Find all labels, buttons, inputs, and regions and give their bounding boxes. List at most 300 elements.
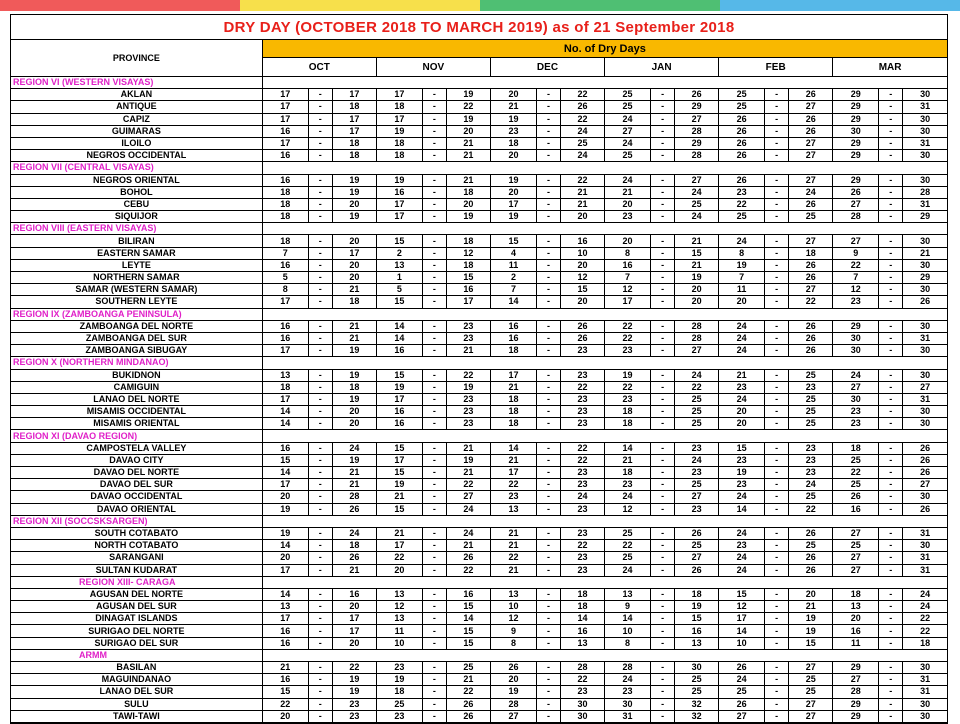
mar-max-value: 31 [903,686,947,698]
range-separator: - [536,332,560,344]
table-row [11,247,947,259]
range-separator: - [879,564,903,576]
dec-max-value: 23 [561,564,605,576]
range-separator: - [765,552,789,564]
nov-max-value: 18 [446,235,490,247]
range-separator: - [536,284,560,296]
feb-min-value: 20 [719,296,765,308]
oct-min-value: 5 [262,272,308,284]
nov-max-value: 22 [446,101,490,113]
feb-min-value: 25 [719,101,765,113]
mar-min-value: 29 [833,101,879,113]
mar-max-value: 31 [903,527,947,539]
feb-max-value: 26 [789,320,833,332]
feb-min-value: 8 [719,247,765,259]
dec-min-value: 8 [490,637,536,649]
range-separator: - [651,686,675,698]
table-row [11,552,947,564]
nov-min-value: 16 [376,418,422,430]
range-separator: - [308,137,332,149]
jan-max-value: 32 [675,698,719,710]
jan-max-value: 19 [675,272,719,284]
dec-min-value: 19 [490,686,536,698]
jan-max-value: 26 [675,564,719,576]
nov-min-value: 17 [376,211,422,223]
mar-max-value: 26 [903,296,947,308]
feb-max-value: 25 [789,369,833,381]
month-header-nov: NOV [376,58,490,77]
range-separator: - [651,710,675,722]
feb-max-value: 27 [789,698,833,710]
region-row [11,223,947,235]
range-separator: - [536,588,560,600]
mar-min-value: 22 [833,259,879,271]
feb-min-value: 7 [719,272,765,284]
range-separator: - [422,125,446,137]
region-row-fill [262,308,947,320]
region-row [11,576,947,588]
range-separator: - [422,710,446,722]
range-separator: - [422,211,446,223]
dec-max-value: 20 [561,259,605,271]
range-separator: - [765,320,789,332]
feb-max-value: 19 [789,625,833,637]
feb-min-value: 23 [719,454,765,466]
mar-max-value: 30 [903,113,947,125]
jan-min-value: 12 [605,284,651,296]
table-row [11,613,947,625]
feb-max-value: 26 [789,89,833,101]
province-name: BOHOL [11,186,262,198]
range-separator: - [651,259,675,271]
jan-max-value: 26 [675,527,719,539]
jan-min-value: 25 [605,527,651,539]
table-row [11,296,947,308]
range-separator: - [422,393,446,405]
range-separator: - [308,564,332,576]
region-name: REGION VII (CENTRAL VISAYAS) [11,162,262,174]
nov-max-value: 18 [446,186,490,198]
table-row [11,186,947,198]
jan-min-value: 31 [605,710,651,722]
oct-max-value: 17 [332,125,376,137]
feb-max-value: 26 [789,564,833,576]
mar-max-value: 30 [903,125,947,137]
range-separator: - [308,527,332,539]
nov-min-value: 16 [376,186,422,198]
range-separator: - [422,674,446,686]
range-separator: - [308,235,332,247]
province-name: NEGROS OCCIDENTAL [11,150,262,162]
dec-min-value: 18 [490,406,536,418]
oct-min-value: 14 [262,406,308,418]
nov-max-value: 15 [446,601,490,613]
jan-min-value: 24 [605,564,651,576]
feb-max-value: 27 [789,101,833,113]
feb-min-value: 11 [719,284,765,296]
range-separator: - [765,710,789,722]
range-separator: - [651,564,675,576]
region-row-fill [262,576,947,588]
province-name: BILIRAN [11,235,262,247]
nov-max-value: 19 [446,211,490,223]
table-row [11,320,947,332]
jan-min-value: 23 [605,345,651,357]
range-separator: - [651,418,675,430]
jan-min-value: 14 [605,613,651,625]
feb-min-value: 23 [719,186,765,198]
dec-max-value: 23 [561,345,605,357]
mar-max-value: 30 [903,540,947,552]
feb-min-value: 26 [719,137,765,149]
range-separator: - [422,381,446,393]
jan-min-value: 17 [605,296,651,308]
region-row [11,357,947,369]
nov-max-value: 20 [446,125,490,137]
oct-min-value: 17 [262,89,308,101]
range-separator: - [308,150,332,162]
mar-min-value: 20 [833,613,879,625]
range-separator: - [536,198,560,210]
dec-max-value: 23 [561,552,605,564]
range-separator: - [536,467,560,479]
range-separator: - [651,369,675,381]
range-separator: - [536,320,560,332]
jan-max-value: 21 [675,259,719,271]
jan-max-value: 24 [675,186,719,198]
jan-min-value: 24 [605,491,651,503]
range-separator: - [308,89,332,101]
mar-min-value: 30 [833,393,879,405]
oct-max-value: 18 [332,137,376,149]
oct-min-value: 17 [262,393,308,405]
range-separator: - [765,259,789,271]
mar-max-value: 30 [903,662,947,674]
region-name: REGION XIII- CARAGA [11,576,262,588]
range-separator: - [422,564,446,576]
feb-max-value: 26 [789,198,833,210]
jan-max-value: 23 [675,442,719,454]
range-separator: - [422,272,446,284]
feb-min-value: 24 [719,235,765,247]
dec-max-value: 30 [561,698,605,710]
mar-min-value: 23 [833,418,879,430]
range-separator: - [651,332,675,344]
mar-min-value: 29 [833,320,879,332]
mar-max-value: 30 [903,710,947,722]
feb-max-value: 23 [789,454,833,466]
range-separator: - [651,272,675,284]
range-separator: - [308,211,332,223]
oct-min-value: 22 [262,698,308,710]
nov-max-value: 21 [446,442,490,454]
oct-min-value: 16 [262,320,308,332]
feb-min-value: 21 [719,369,765,381]
nov-min-value: 23 [376,710,422,722]
mar-min-value: 23 [833,406,879,418]
jan-min-value: 25 [605,552,651,564]
oct-min-value: 17 [262,564,308,576]
mar-min-value: 30 [833,345,879,357]
range-separator: - [879,125,903,137]
range-separator: - [422,503,446,515]
range-separator: - [765,442,789,454]
nov-max-value: 22 [446,686,490,698]
table-row [11,442,947,454]
oct-max-value: 20 [332,418,376,430]
region-name: REGION IX (ZAMBOANGA PENINSULA) [11,308,262,320]
range-separator: - [651,186,675,198]
range-separator: - [765,284,789,296]
range-separator: - [308,588,332,600]
dec-min-value: 14 [490,296,536,308]
oct-max-value: 21 [332,564,376,576]
range-separator: - [308,101,332,113]
dec-max-value: 22 [561,540,605,552]
range-separator: - [536,503,560,515]
mar-max-value: 31 [903,564,947,576]
mar-max-value: 30 [903,698,947,710]
range-separator: - [879,332,903,344]
jan-min-value: 20 [605,235,651,247]
mar-min-value: 29 [833,698,879,710]
jan-max-value: 25 [675,418,719,430]
dec-max-value: 23 [561,503,605,515]
range-separator: - [422,418,446,430]
range-separator: - [308,247,332,259]
feb-max-value: 15 [789,637,833,649]
oct-max-value: 19 [332,369,376,381]
oct-max-value: 19 [332,345,376,357]
mar-max-value: 30 [903,89,947,101]
range-separator: - [422,637,446,649]
oct-min-value: 16 [262,259,308,271]
jan-min-value: 21 [605,186,651,198]
jan-max-value: 25 [675,198,719,210]
province-name: NORTHERN SAMAR [11,272,262,284]
mar-min-value: 27 [833,381,879,393]
province-name: MAGUINDANAO [11,674,262,686]
feb-min-value: 23 [719,540,765,552]
nov-max-value: 24 [446,503,490,515]
feb-min-value: 26 [719,150,765,162]
province-name: NORTH COTABATO [11,540,262,552]
range-separator: - [536,125,560,137]
table-row [11,527,947,539]
feb-min-value: 24 [719,332,765,344]
nov-max-value: 17 [446,296,490,308]
oct-min-value: 17 [262,113,308,125]
region-name: REGION VIII (EASTERN VISAYAS) [11,223,262,235]
nov-min-value: 15 [376,442,422,454]
nov-max-value: 18 [446,259,490,271]
mar-max-value: 30 [903,418,947,430]
feb-min-value: 19 [719,467,765,479]
range-separator: - [879,186,903,198]
province-name: ANTIQUE [11,101,262,113]
oct-min-value: 14 [262,467,308,479]
jan-min-value: 18 [605,418,651,430]
dec-min-value: 10 [490,601,536,613]
feb-min-value: 14 [719,503,765,515]
range-separator: - [422,296,446,308]
top-stripe-red [0,0,240,11]
mar-min-value: 29 [833,89,879,101]
jan-min-value: 19 [605,369,651,381]
range-separator: - [536,174,560,186]
nov-min-value: 15 [376,369,422,381]
feb-max-value: 26 [789,113,833,125]
jan-max-value: 20 [675,296,719,308]
mar-min-value: 30 [833,125,879,137]
oct-min-value: 17 [262,479,308,491]
mar-min-value: 27 [833,674,879,686]
jan-max-value: 18 [675,588,719,600]
range-separator: - [879,527,903,539]
nov-max-value: 24 [446,527,490,539]
feb-max-value: 26 [789,332,833,344]
dec-max-value: 23 [561,406,605,418]
no-of-dry-days-header: No. of Dry Days [262,40,947,58]
month-header-oct: OCT [262,58,376,77]
range-separator: - [536,454,560,466]
range-separator: - [765,625,789,637]
province-name: SOUTH COTABATO [11,527,262,539]
nov-max-value: 20 [446,198,490,210]
range-separator: - [879,211,903,223]
mar-min-value: 27 [833,235,879,247]
dec-min-value: 21 [490,101,536,113]
oct-min-value: 17 [262,296,308,308]
jan-max-value: 26 [675,89,719,101]
range-separator: - [536,186,560,198]
range-separator: - [422,320,446,332]
mar-max-value: 30 [903,150,947,162]
range-separator: - [765,540,789,552]
region-row-fill [262,430,947,442]
range-separator: - [536,259,560,271]
oct-min-value: 14 [262,418,308,430]
oct-max-value: 19 [332,186,376,198]
range-separator: - [536,552,560,564]
nov-min-value: 1 [376,272,422,284]
feb-min-value: 24 [719,393,765,405]
dec-max-value: 23 [561,369,605,381]
feb-max-value: 25 [789,418,833,430]
mar-min-value: 29 [833,662,879,674]
jan-min-value: 13 [605,588,651,600]
province-name: AGUSAN DEL NORTE [11,588,262,600]
mar-max-value: 31 [903,137,947,149]
nov-min-value: 13 [376,588,422,600]
range-separator: - [422,454,446,466]
mar-max-value: 21 [903,247,947,259]
range-separator: - [536,442,560,454]
table-row [11,89,947,101]
nov-max-value: 14 [446,613,490,625]
range-separator: - [651,625,675,637]
range-separator: - [536,150,560,162]
range-separator: - [308,503,332,515]
feb-min-value: 24 [719,527,765,539]
range-separator: - [765,125,789,137]
range-separator: - [422,113,446,125]
oct-max-value: 21 [332,284,376,296]
jan-max-value: 27 [675,491,719,503]
range-separator: - [651,698,675,710]
feb-min-value: 24 [719,320,765,332]
province-name: EASTERN SAMAR [11,247,262,259]
feb-max-value: 26 [789,259,833,271]
region-name: REGION X (NORTHERN MINDANAO) [11,357,262,369]
oct-min-value: 17 [262,345,308,357]
nov-min-value: 15 [376,296,422,308]
oct-max-value: 17 [332,625,376,637]
feb-min-value: 27 [719,710,765,722]
nov-max-value: 22 [446,564,490,576]
province-name: AKLAN [11,89,262,101]
feb-min-value: 12 [719,601,765,613]
jan-max-value: 25 [675,540,719,552]
oct-max-value: 17 [332,89,376,101]
range-separator: - [308,174,332,186]
oct-min-value: 8 [262,284,308,296]
mar-min-value: 13 [833,601,879,613]
range-separator: - [651,125,675,137]
dec-min-value: 16 [490,320,536,332]
range-separator: - [536,662,560,674]
feb-max-value: 26 [789,345,833,357]
province-name: AGUSAN DEL SUR [11,601,262,613]
nov-max-value: 23 [446,406,490,418]
dec-min-value: 18 [490,137,536,149]
nov-min-value: 17 [376,454,422,466]
range-separator: - [308,540,332,552]
range-separator: - [308,710,332,722]
jan-min-value: 16 [605,259,651,271]
jan-max-value: 25 [675,393,719,405]
range-separator: - [536,406,560,418]
mar-min-value: 18 [833,442,879,454]
oct-max-value: 20 [332,198,376,210]
province-name: SARANGANI [11,552,262,564]
region-row [11,649,947,661]
jan-max-value: 27 [675,345,719,357]
range-separator: - [765,369,789,381]
table-row [11,259,947,271]
feb-max-value: 27 [789,662,833,674]
region-name: REGION XII (SOCCSKSARGEN) [11,515,262,527]
oct-max-value: 18 [332,540,376,552]
table-row [11,174,947,186]
oct-max-value: 17 [332,247,376,259]
range-separator: - [879,686,903,698]
oct-max-value: 21 [332,479,376,491]
oct-min-value: 14 [262,540,308,552]
feb-max-value: 27 [789,137,833,149]
range-separator: - [422,186,446,198]
oct-min-value: 17 [262,613,308,625]
range-separator: - [308,552,332,564]
range-separator: - [422,686,446,698]
dec-max-value: 13 [561,637,605,649]
dec-min-value: 23 [490,125,536,137]
range-separator: - [422,259,446,271]
region-row-fill [262,649,947,661]
dec-max-value: 23 [561,527,605,539]
range-separator: - [879,89,903,101]
nov-min-value: 21 [376,527,422,539]
